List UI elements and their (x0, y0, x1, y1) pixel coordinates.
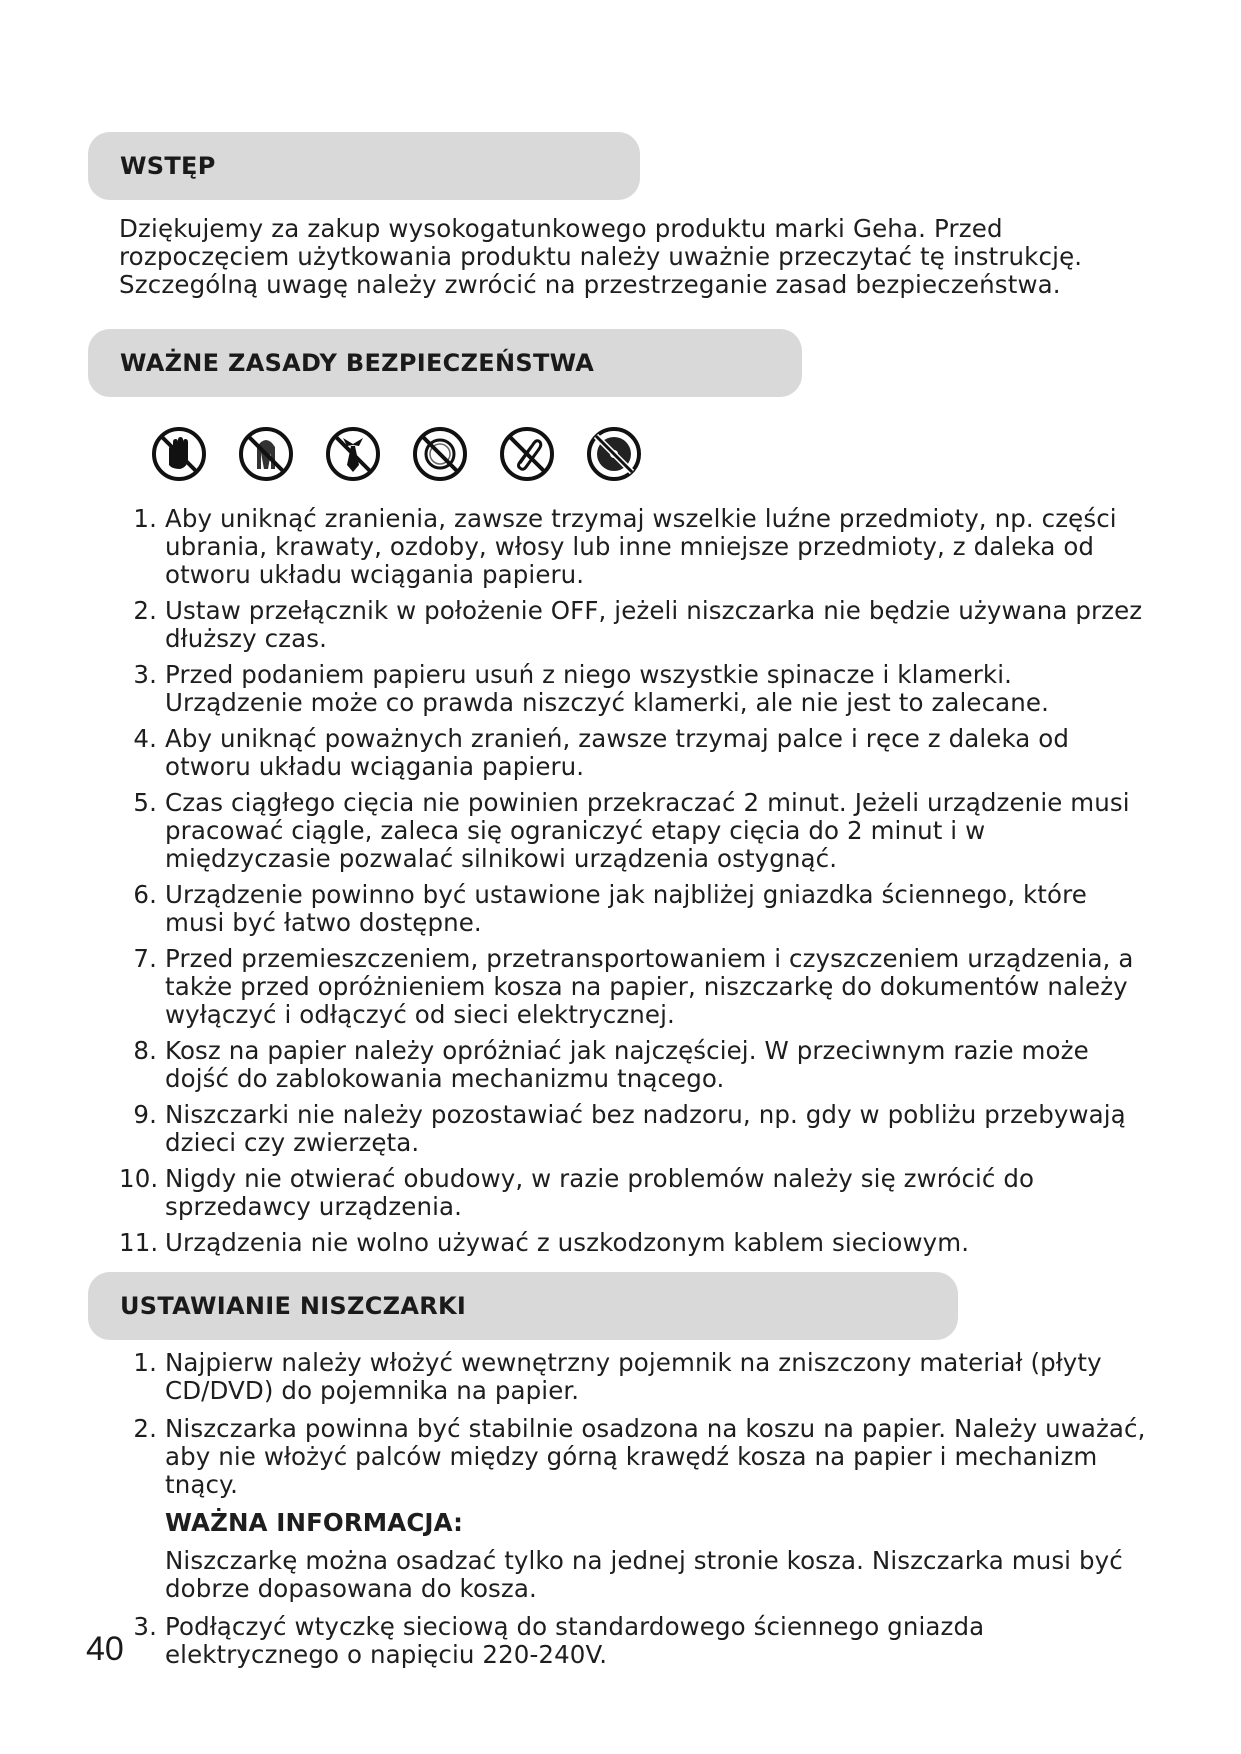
item-number: 3. (133, 1612, 157, 1641)
no-jewelry-icon (411, 425, 469, 483)
list-item (119, 725, 1149, 781)
item-text: Urządzenia nie wolno używać z uszkodzonym kablem sieciowym. (165, 1228, 970, 1257)
no-hair-icon (237, 425, 295, 483)
page-number: 40 (86, 1630, 124, 1668)
item-number: 2. (133, 596, 157, 625)
list-item (119, 789, 1149, 873)
item-text: Czas ciągłego cięcia nie powinien przekraczać 2 minut. Jeżeli urządzenie musi pracować ciągle, zaleca się ograniczyć etapy cięcia do 2 minut i w międzyczasie pozwalać silnikowi urządzenia ostygnąć. (165, 788, 1130, 873)
intro-text: Dziękujemy za zakup wysokogatunkowego produktu marki Geha. Przed rozpoczęciem użytkowania produktu należy uważnie przeczytać tę instrukcję. Szczególną uwagę należy zwrócić na przestrzeganie zasad bezpieczeństwa. (119, 214, 1083, 299)
item-text: Niszczarka powinna być stabilnie osadzona na koszu na papier. Należy uważać, aby nie włożyć palców między górną krawędź kosza na papier i mechanizm tnący. (165, 1414, 1146, 1499)
no-tie-icon (324, 425, 382, 483)
item-number: 8. (133, 1036, 157, 1065)
item-number: 11. (119, 1228, 159, 1257)
item-text: Najpierw należy włożyć wewnętrzny pojemnik na zniszczony materiał (płyty CD/DVD) do pojemnika na papier. (165, 1348, 1102, 1405)
list-item (119, 1037, 1149, 1093)
list-item (119, 1165, 1149, 1221)
list-item (119, 597, 1149, 653)
item-number: 1. (133, 1348, 157, 1377)
intro-heading-bar (88, 132, 640, 200)
item-text: Urządzenie powinno być ustawione jak najbliżej gniazdka ściennego, które musi być łatwo dostępne. (165, 880, 1087, 937)
item-text: Przed przemieszczeniem, przetransportowaniem i czyszczeniem urządzenia, a także przed opróżnieniem kosza na papier, niszczarkę do dokumentów należy wyłączyć i odłączyć od sieci elektrycznej. (165, 944, 1134, 1029)
item-text: Ustaw przełącznik w położenie OFF, jeżeli niszczarka nie będzie używana przez dłuższy czas. (165, 596, 1143, 653)
item-number: 10. (119, 1164, 159, 1193)
setup-heading: USTAWIANIE NISZCZARKI (120, 1292, 467, 1320)
item-text: Aby uniknąć poważnych zranień, zawsze trzymaj palce i ręce z daleka od otworu układu wciągania papieru. (165, 724, 1070, 781)
safety-icons (150, 425, 710, 485)
no-cd-icon (585, 425, 643, 483)
safety-heading: WAŻNE ZASADY BEZPIECZEŃSTWA (120, 349, 595, 377)
item-text: Nigdy nie otwierać obudowy, w razie problemów należy się zwrócić do sprzedawcy urządzenia. (165, 1164, 1035, 1221)
important-note-text: Niszczarkę można osadzać tylko na jednej stronie kosza. Niszczarka musi być dobrze dopasowana do kosza. (165, 1546, 1123, 1603)
list-item (119, 1613, 1149, 1669)
item-number: 1. (133, 504, 157, 533)
item-number: 3. (133, 660, 157, 689)
no-hand-icon (150, 425, 208, 483)
item-text: Niszczarki nie należy pozostawiać bez nadzoru, np. gdy w pobliżu przebywają dzieci czy zwierzęta. (165, 1100, 1126, 1157)
list-item (119, 505, 1149, 589)
setup-steps-list (119, 1349, 1149, 1679)
list-item (119, 1101, 1149, 1157)
intro-heading: WSTĘP (120, 152, 216, 180)
item-number: 4. (133, 724, 157, 753)
setup-heading-bar (88, 1272, 958, 1340)
item-text: Przed podaniem papieru usuń z niego wszystkie spinacze i klamerki. Urządzenie może co prawda niszczyć klamerki, ale nie jest to zalecane. (165, 660, 1049, 717)
list-item (119, 881, 1149, 937)
list-item (119, 661, 1149, 717)
list-item (119, 1229, 1149, 1257)
safety-heading-bar (88, 329, 802, 397)
item-text: Aby uniknąć zranienia, zawsze trzymaj wszelkie luźne przedmioty, np. części ubrania, krawaty, ozdoby, włosy lub inne mniejsze przedmioty, z daleka od otworu układu wciągania papieru. (165, 504, 1117, 589)
no-paperclip-icon (498, 425, 556, 483)
list-item (119, 945, 1149, 1029)
item-number: 9. (133, 1100, 157, 1129)
item-text: Kosz na papier należy opróżniać jak najczęściej. W przeciwnym razie może dojść do zablokowania mechanizmu tnącego. (165, 1036, 1089, 1093)
safety-rules-list (119, 505, 1149, 1265)
item-number: 6. (133, 880, 157, 909)
item-number: 2. (133, 1414, 157, 1443)
important-note-heading: WAŻNA INFORMACJA: (165, 1508, 464, 1537)
item-text: Podłączyć wtyczkę sieciową do standardowego ściennego gniazda elektrycznego o napięciu 220-240V. (165, 1612, 985, 1669)
list-item (119, 1349, 1149, 1405)
item-number: 7. (133, 944, 157, 973)
item-number: 5. (133, 788, 157, 817)
list-item (119, 1415, 1149, 1603)
